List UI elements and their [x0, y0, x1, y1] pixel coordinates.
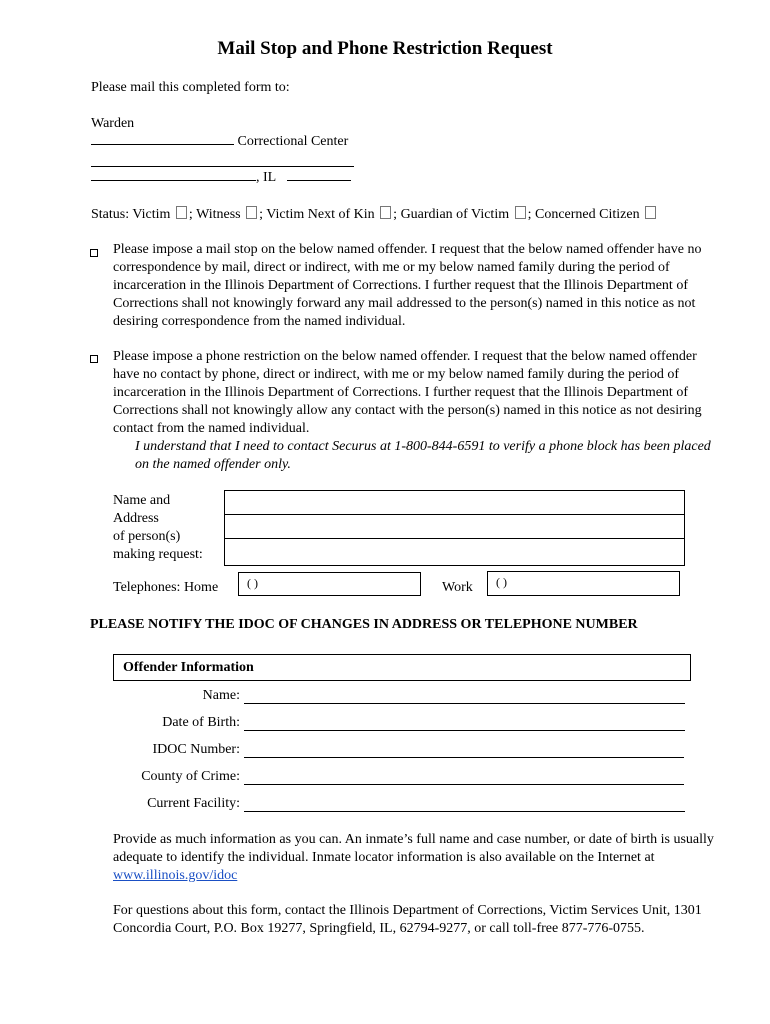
questions-paragraph: For questions about this form, contact the Illinois Department of Corrections, Victim Services Unit, 1301 Concordia Court, P.O. Box 19277, Springfield, IL, 62794-9277, or call toll-free 877-776-0755.: [113, 903, 702, 936]
offender-name-label: Name:: [202, 688, 240, 703]
mail-to-instruction: Please mail this completed form to:: [91, 80, 290, 95]
status-row: Status: Victim ; Witness ; Victim Next of Kin ; Guardian of Victim ; Concerned Citizen: [91, 206, 658, 223]
address-line-2: [91, 152, 354, 172]
correctional-center-line: [91, 134, 348, 150]
concerned-citizen-checkbox[interactable]: [645, 206, 656, 219]
home-phone-value: ( ): [247, 576, 258, 590]
guardian-checkbox[interactable]: [515, 206, 526, 219]
city-blank[interactable]: [91, 180, 256, 181]
date-of-birth-field[interactable]: [244, 729, 685, 731]
zip-blank[interactable]: [287, 180, 351, 181]
work-phone-field[interactable]: [487, 571, 680, 596]
status-option-next-of-kin: Victim Next of Kin: [266, 207, 375, 222]
notify-notice: PLEASE NOTIFY THE IDOC OF CHANGES IN ADDRESS OR TELEPHONE NUMBER: [90, 617, 638, 632]
work-phone-value: ( ): [496, 575, 507, 589]
status-option-concerned-citizen: Concerned Citizen: [535, 207, 640, 222]
correctional-center-label: Correctional Center: [237, 134, 349, 149]
offender-info-heading: Offender Information: [123, 660, 254, 675]
telephones-home-label: Telephones: Home: [113, 580, 219, 595]
info-paragraph: [113, 831, 725, 885]
victim-checkbox[interactable]: [176, 206, 187, 219]
offender-info-header: [113, 654, 691, 681]
requester-label-line2: Address: [113, 511, 159, 526]
home-phone-field[interactable]: [238, 572, 421, 596]
mail-stop-checkbox[interactable]: [90, 249, 98, 257]
next-of-kin-checkbox[interactable]: [380, 206, 391, 219]
county-of-crime-label: County of Crime:: [141, 769, 240, 784]
requester-address-box[interactable]: [224, 490, 685, 566]
securus-note: I understand that I need to contact Securus at 1-800-844-6591 to verify a phone block has been placed on the named offender only.: [135, 439, 711, 472]
witness-checkbox[interactable]: [246, 206, 257, 219]
phone-restriction-paragraph: [113, 348, 725, 474]
state-label: , IL: [256, 170, 276, 185]
idoc-number-label: IDOC Number:: [152, 742, 240, 757]
requester-label: [113, 492, 203, 564]
phone-restriction-checkbox[interactable]: [90, 355, 98, 363]
requester-label-line1: Name and: [113, 493, 171, 508]
idoc-number-field[interactable]: [244, 756, 684, 758]
date-of-birth-label: Date of Birth:: [162, 715, 240, 730]
correctional-center-blank[interactable]: [91, 144, 234, 145]
mail-stop-paragraph: Please impose a mail stop on the below named offender. I request that the below named offender have no correspondence by mail, direct or indirect, with me or my below named family during the period of incarceration in the Illinois Department of Corrections. I further request that the Illinois Department of Corrections shall not knowingly forward any mail addressed to the person(s) named in this notice as not desiring correspondence from the named individual.: [113, 242, 702, 329]
offender-name-field[interactable]: [244, 702, 685, 704]
address-blank[interactable]: [91, 152, 354, 167]
status-option-witness: Witness: [196, 207, 241, 222]
current-facility-label: Current Facility:: [147, 796, 240, 811]
status-option-guardian: Guardian of Victim: [400, 207, 510, 222]
phone-restriction-text: Please impose a phone restriction on the below named offender. I request that the below named offender have no contact by phone, direct or indirect, with me or my below named family during the period of incarceration in the Illinois Department of Corrections. I further request that the Illinois Department of Corrections shall not knowingly allow any contact with the person(s) named in this notice as not desiring contact from the named individual.: [113, 349, 702, 436]
requester-label-line4: making request:: [113, 547, 203, 562]
warden-label: Warden: [91, 116, 135, 131]
idoc-website-link[interactable]: www.illinois.gov/idoc: [113, 868, 238, 883]
status-label: Status:: [91, 207, 130, 222]
county-of-crime-field[interactable]: [244, 783, 684, 785]
page-title: Mail Stop and Phone Restriction Request: [217, 38, 553, 59]
info-text: Provide as much information as you can. An inmate’s full name and case number, or date of birth is usually adequate to identify the individual. Inmate locator information is also available on the Internet at: [113, 832, 714, 865]
work-label: Work: [442, 580, 473, 595]
current-facility-field[interactable]: [244, 810, 685, 812]
status-option-victim: Victim: [132, 207, 171, 222]
requester-label-line3: of person(s): [113, 529, 181, 544]
city-state-line: [91, 170, 351, 186]
